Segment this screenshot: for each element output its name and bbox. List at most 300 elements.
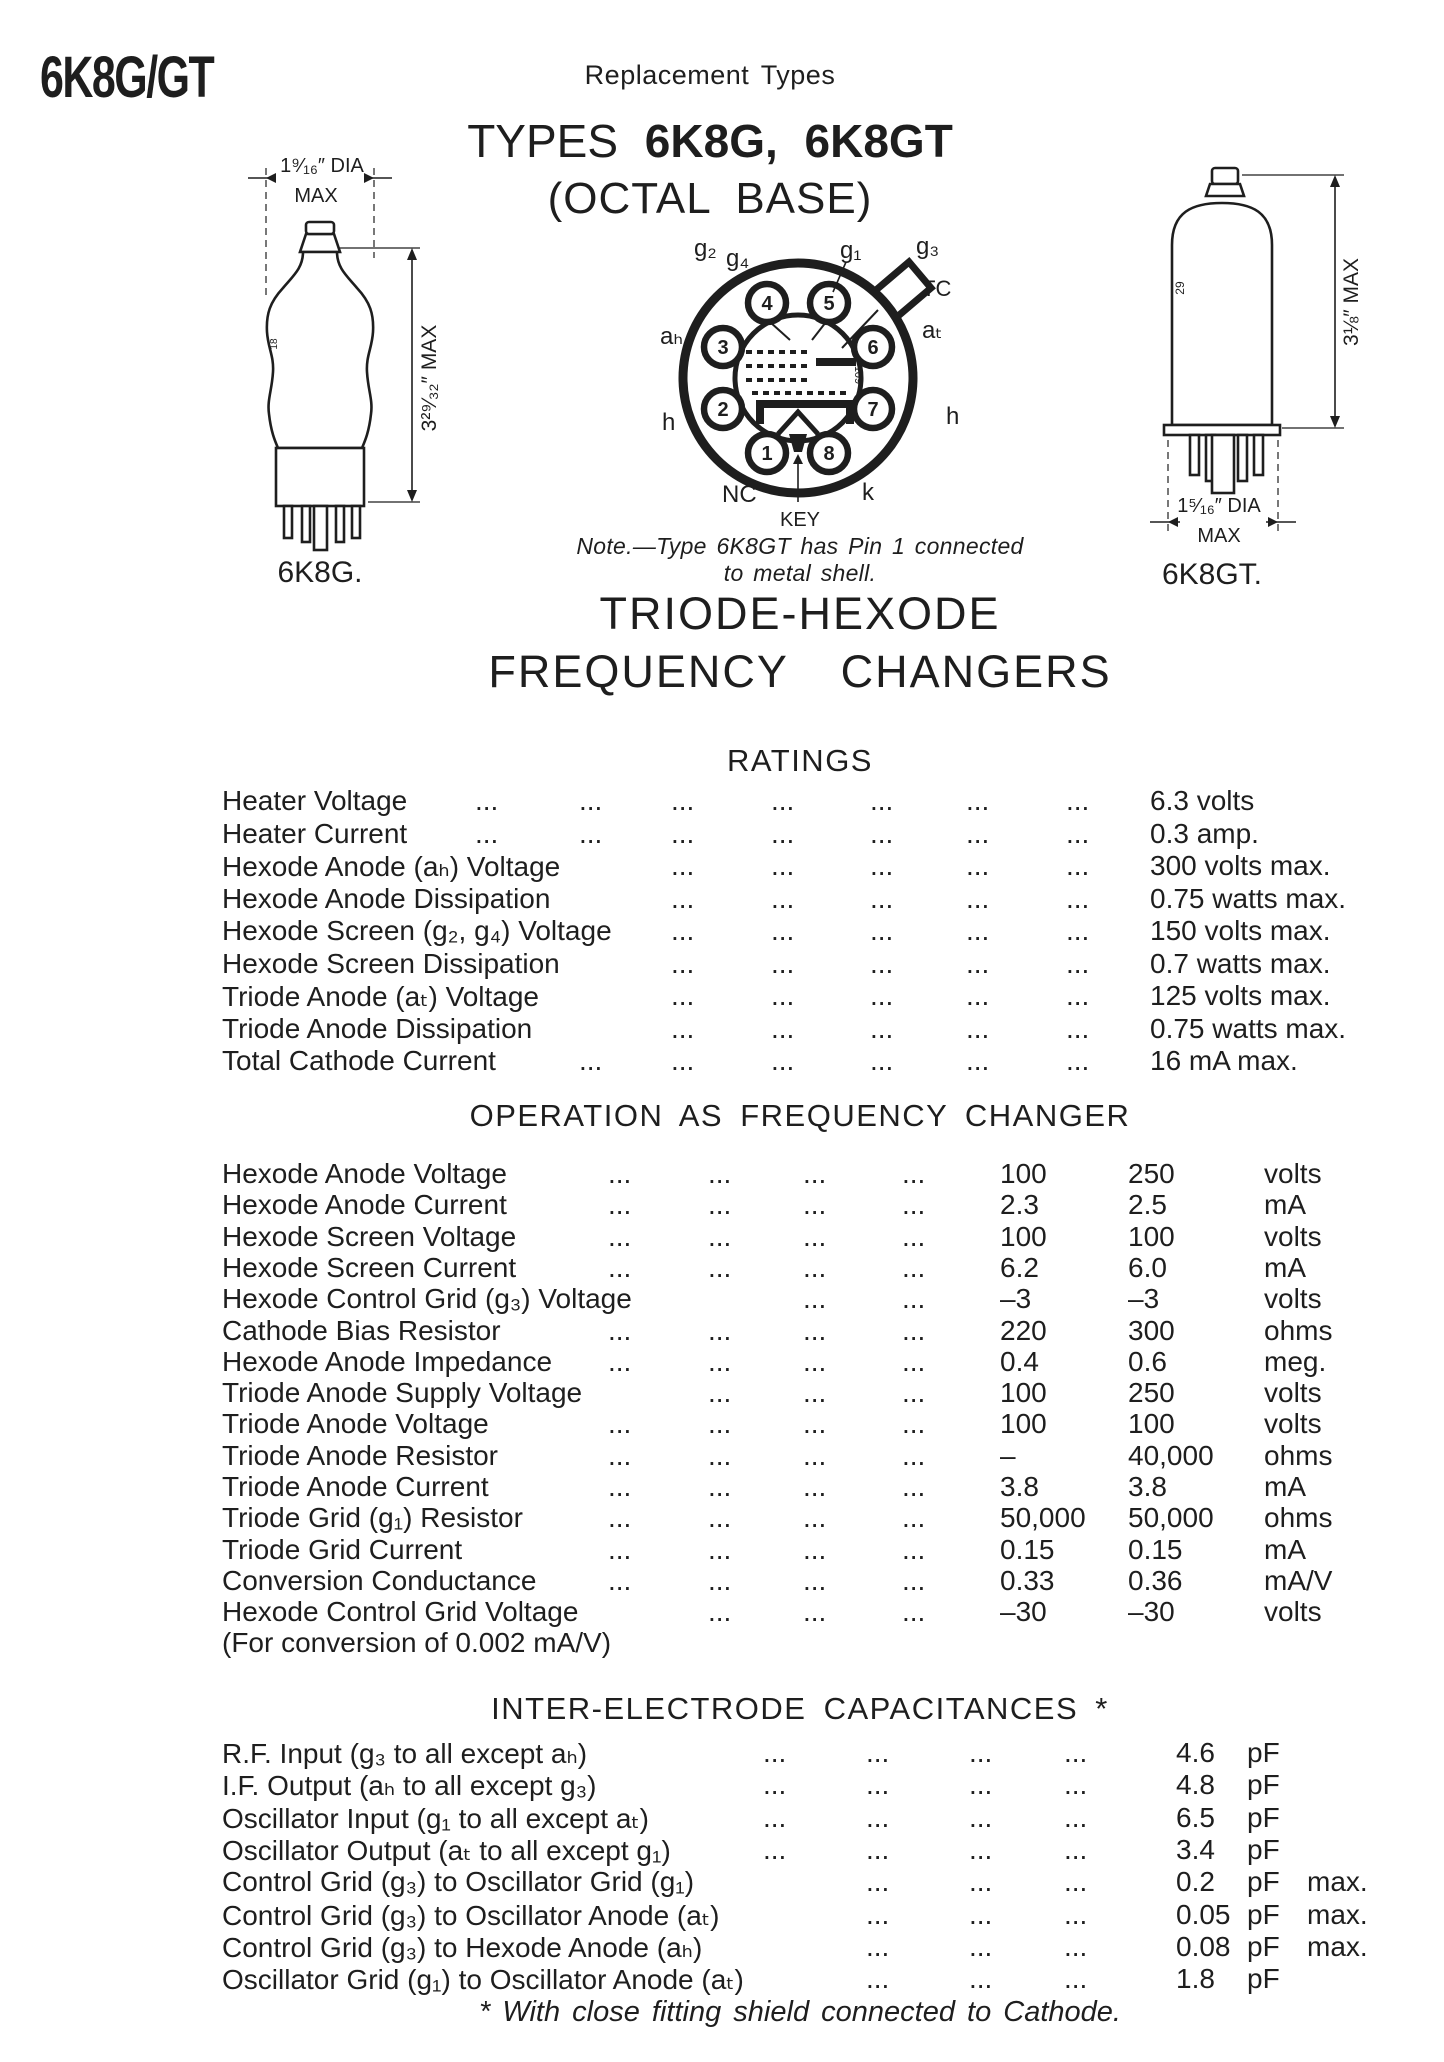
row-unit: pF xyxy=(1247,1930,1280,1962)
leader-dots: ... xyxy=(671,785,695,816)
row-value: 6.3 volts xyxy=(1150,785,1255,816)
row-label: Triode Anode Dissipation xyxy=(222,1012,533,1044)
row-v1: 2.3 xyxy=(1000,1189,1039,1221)
leader-dots: ... xyxy=(1066,882,1090,914)
leader-dots: ... xyxy=(708,1408,732,1440)
leader-dots: ... xyxy=(1064,1833,1088,1865)
dimension-dia: 1⁹⁄₁₆″ DIA xyxy=(280,155,364,177)
svg-text:7: 7 xyxy=(867,399,879,421)
row-value: 3.4 xyxy=(1176,1833,1215,1865)
leader-dots: ... xyxy=(902,1502,926,1534)
leader-dots: ... xyxy=(1066,785,1090,816)
row-value: 0.3 amp. xyxy=(1150,817,1259,849)
row-unit: pF xyxy=(1247,1963,1280,1995)
table-row xyxy=(0,980,1444,1013)
leader-dots: ... xyxy=(969,1866,993,1898)
table-row xyxy=(0,1440,1444,1473)
leader-dots: ... xyxy=(1064,1963,1088,1995)
row-label: Oscillator Output (aₜ to all except g₁) xyxy=(222,1834,671,1866)
leader-dots: ... xyxy=(866,1898,890,1930)
leader-dots: ... xyxy=(608,1189,632,1221)
dimension-height: 3²⁹⁄₃₂″ MAX xyxy=(418,324,441,432)
leader-dots: ... xyxy=(708,1251,732,1283)
svg-text:aₜ: aₜ xyxy=(922,317,943,344)
svg-text:8: 8 xyxy=(823,443,835,465)
tube-drawing-6k8g xyxy=(230,140,480,600)
row-v2: 100 xyxy=(1128,1220,1175,1252)
svg-text:5: 5 xyxy=(823,293,835,315)
row-v1: 0.15 xyxy=(1000,1533,1055,1565)
tube-label: 6K8GT. xyxy=(1161,558,1263,591)
glass-marking: 18 xyxy=(269,338,280,350)
svg-text:NC: NC xyxy=(722,481,757,508)
leader-dots: ... xyxy=(1064,1769,1088,1801)
row-value: 4.6 xyxy=(1176,1737,1215,1768)
leader-dots: ... xyxy=(608,1564,632,1596)
row-v2: 2.5 xyxy=(1128,1189,1167,1221)
row-value: 125 volts max. xyxy=(1150,980,1331,1011)
leader-dots: ... xyxy=(902,1471,926,1502)
row-unit: volts xyxy=(1264,1596,1322,1628)
leader-dots: ... xyxy=(771,817,795,849)
row-v2: 250 xyxy=(1128,1377,1175,1409)
row-label: Oscillator Input (g₁ to all except aₜ) xyxy=(222,1802,649,1834)
leader-dots: ... xyxy=(671,947,695,979)
leader-dots: ... xyxy=(671,1012,695,1044)
table-row xyxy=(0,1315,1444,1348)
table-row xyxy=(0,1377,1444,1410)
row-unit: volts xyxy=(1264,1220,1322,1252)
leader-dots: ... xyxy=(1064,1801,1088,1833)
row-label: Heater Voltage xyxy=(222,785,408,816)
row-label: Triode Anode Supply Voltage xyxy=(222,1377,583,1409)
table-row xyxy=(0,1346,1444,1379)
table-row xyxy=(0,1899,1444,1932)
row-unit: ohms xyxy=(1264,1439,1333,1471)
row-value: 4.8 xyxy=(1176,1769,1215,1801)
leader-dots: ... xyxy=(608,1439,632,1471)
leader-dots: ... xyxy=(671,817,695,849)
leader-dots: ... xyxy=(803,1189,827,1221)
row-v1: 0.4 xyxy=(1000,1345,1039,1377)
octal-base-diagram xyxy=(610,222,1010,547)
leader-dots: ... xyxy=(966,785,990,816)
row-value: 0.75 watts max. xyxy=(1150,882,1347,914)
leader-dots: ... xyxy=(966,882,990,914)
table-row xyxy=(0,1471,1444,1504)
table-row xyxy=(0,1866,1444,1899)
table-row xyxy=(0,1408,1444,1441)
leader-dots: ... xyxy=(870,817,894,849)
leader-dots: ... xyxy=(902,1220,926,1252)
svg-text:g₃: g₃ xyxy=(916,233,940,260)
leader-dots: ... xyxy=(579,1045,603,1076)
row-unit: volts xyxy=(1264,1283,1322,1315)
row-v1: 100 xyxy=(1000,1408,1047,1440)
table-row xyxy=(0,1834,1444,1867)
row-value: 150 volts max. xyxy=(1150,915,1331,946)
leader-dots: ... xyxy=(608,1314,632,1346)
leader-dots: ... xyxy=(771,785,795,816)
svg-text:TC: TC xyxy=(922,276,952,301)
leader-dots: ... xyxy=(803,1283,827,1315)
leader-dots: ... xyxy=(969,1930,993,1962)
leader-dots: ... xyxy=(866,1866,890,1898)
row-v1: 100 xyxy=(1000,1158,1047,1189)
row-suffix: max. xyxy=(1307,1930,1368,1962)
table-row xyxy=(0,1769,1444,1802)
row-v2: 0.6 xyxy=(1128,1345,1167,1377)
leader-dots: ... xyxy=(803,1220,827,1252)
leader-dots: ... xyxy=(1066,850,1090,881)
leader-dots: ... xyxy=(902,1533,926,1565)
table-row xyxy=(0,883,1444,916)
row-unit: pF xyxy=(1247,1833,1280,1865)
svg-text:3: 3 xyxy=(717,337,729,359)
leader-dots: ... xyxy=(969,1737,993,1768)
table-row xyxy=(0,1565,1444,1598)
row-v1: 220 xyxy=(1000,1314,1047,1346)
leader-dots: ... xyxy=(803,1471,827,1502)
leader-dots: ... xyxy=(771,915,795,946)
row-unit: ohms xyxy=(1264,1502,1333,1534)
tube-label: 6K8G. xyxy=(277,556,363,589)
main-title-line-1: TRIODE-HEXODE xyxy=(599,588,1001,639)
replacement-types-label: Replacement Types xyxy=(584,60,836,90)
leader-dots: ... xyxy=(771,1045,795,1076)
row-label: Control Grid (g₃) to Oscillator Anode (aₜ) xyxy=(222,1899,720,1931)
row-unit: mA xyxy=(1264,1471,1306,1502)
leader-dots: ... xyxy=(866,1737,890,1768)
table-row xyxy=(0,1252,1444,1285)
table-row xyxy=(0,1221,1444,1254)
row-v2: 300 xyxy=(1128,1314,1175,1346)
row-label: Hexode Control Grid (g₃) Voltage xyxy=(222,1283,632,1315)
row-unit: meg. xyxy=(1264,1345,1327,1377)
row-v1: 100 xyxy=(1000,1220,1047,1252)
leader-dots: ... xyxy=(608,1502,632,1534)
row-label: Total Cathode Current xyxy=(222,1045,496,1076)
leader-dots: ... xyxy=(902,1377,926,1409)
leader-dots: ... xyxy=(608,1408,632,1440)
leader-dots: ... xyxy=(969,1769,993,1801)
leader-dots: ... xyxy=(579,817,603,849)
brand-logo: 6K8G/GT xyxy=(40,45,214,110)
row-unit: pF xyxy=(1247,1769,1280,1801)
row-v1: 6.2 xyxy=(1000,1251,1039,1283)
leader-dots: ... xyxy=(902,1408,926,1440)
row-unit: mA xyxy=(1264,1533,1306,1565)
row-label: Hexode Screen Dissipation xyxy=(222,947,560,979)
row-label: Triode Anode Current xyxy=(222,1471,489,1502)
leader-dots: ... xyxy=(966,915,990,946)
table-row xyxy=(0,1802,1444,1835)
row-label: Conversion Conductance xyxy=(222,1564,537,1596)
leader-dots: ... xyxy=(803,1345,827,1377)
leader-dots: ... xyxy=(763,1737,787,1768)
table-row xyxy=(0,948,1444,981)
leader-dots: ... xyxy=(771,882,795,914)
row-v2: 100 xyxy=(1128,1408,1175,1440)
tube-drawing-6k8gt xyxy=(1100,135,1400,595)
leader-dots: ... xyxy=(1066,980,1090,1011)
row-unit: mA xyxy=(1264,1189,1306,1221)
leader-dots: ... xyxy=(803,1439,827,1471)
leader-dots: ... xyxy=(866,1801,890,1833)
row-label: Control Grid (g₃) to Hexode Anode (aₕ) xyxy=(222,1931,703,1963)
row-value: 300 volts max. xyxy=(1150,850,1331,881)
leader-dots: ... xyxy=(608,1471,632,1502)
leader-dots: ... xyxy=(803,1377,827,1409)
leader-dots: ... xyxy=(708,1189,732,1221)
row-v1: 100 xyxy=(1000,1377,1047,1409)
leader-dots: ... xyxy=(803,1533,827,1565)
row-value: 16 mA max. xyxy=(1150,1045,1298,1076)
leader-dots: ... xyxy=(902,1564,926,1596)
row-value: 0.75 watts max. xyxy=(1150,1012,1347,1044)
table-row xyxy=(0,1189,1444,1222)
row-value: 1.8 xyxy=(1176,1963,1215,1995)
leader-dots: ... xyxy=(969,1898,993,1930)
leader-dots: ... xyxy=(1064,1866,1088,1898)
row-label: Triode Anode Voltage xyxy=(222,1408,489,1440)
leader-dots: ... xyxy=(771,980,795,1011)
svg-text:1: 1 xyxy=(761,443,773,465)
row-v1: 50,000 xyxy=(1000,1502,1086,1534)
row-label: I.F. Output (aₕ to all except g₃) xyxy=(222,1770,597,1802)
leader-dots: ... xyxy=(608,1220,632,1252)
octal-base-label: (OCTAL BASE) xyxy=(547,174,873,223)
leader-dots: ... xyxy=(771,1012,795,1044)
table-row xyxy=(0,1534,1444,1567)
leader-dots: ... xyxy=(866,1963,890,1995)
row-label: Heater Current xyxy=(222,817,408,849)
leader-dots: ... xyxy=(902,1596,926,1628)
leader-dots: ... xyxy=(803,1408,827,1440)
row-label: Cathode Bias Resistor xyxy=(222,1314,501,1346)
leader-dots: ... xyxy=(1066,1012,1090,1044)
row-unit: ohms xyxy=(1264,1314,1333,1346)
svg-text:aₕ: aₕ xyxy=(660,323,684,350)
leader-dots: ... xyxy=(870,915,894,946)
main-title-line-2: FREQUENCY CHANGERS xyxy=(488,646,1112,697)
types-prefix: TYPES xyxy=(467,115,619,167)
note-line-2: to metal shell. xyxy=(723,560,877,586)
row-label: Hexode Anode Impedance xyxy=(222,1345,553,1377)
leader-dots: ... xyxy=(708,1158,732,1189)
leader-dots: ... xyxy=(1066,947,1090,979)
table-row xyxy=(0,1931,1444,1964)
leader-dots: ... xyxy=(966,947,990,979)
row-unit: pF xyxy=(1247,1737,1280,1768)
table-row xyxy=(0,818,1444,851)
row-v2: 50,000 xyxy=(1128,1502,1214,1534)
leader-dots: ... xyxy=(671,882,695,914)
row-v2: 3.8 xyxy=(1128,1471,1167,1502)
table-row xyxy=(0,1013,1444,1046)
row-label: Control Grid (g₃) to Oscillator Grid (g₁) xyxy=(222,1866,695,1898)
row-v2: –3 xyxy=(1128,1283,1160,1315)
leader-dots: ... xyxy=(902,1439,926,1471)
table-row xyxy=(0,915,1444,948)
leader-dots: ... xyxy=(803,1314,827,1346)
row-v2: 40,000 xyxy=(1128,1439,1214,1471)
row-value: 0.7 watts max. xyxy=(1150,947,1331,979)
row-label: Triode Grid (g₁) Resistor xyxy=(222,1502,523,1534)
row-v1: 3.8 xyxy=(1000,1471,1039,1502)
leader-dots: ... xyxy=(803,1564,827,1596)
row-value: 0.08 xyxy=(1176,1930,1231,1962)
row-unit: pF xyxy=(1247,1801,1280,1833)
svg-text:g₄: g₄ xyxy=(726,245,750,272)
leader-dots: ... xyxy=(803,1502,827,1534)
leader-dots: ... xyxy=(969,1833,993,1865)
leader-dots: ... xyxy=(966,1045,990,1076)
page-title xyxy=(467,114,953,168)
leader-dots: ... xyxy=(870,785,894,816)
leader-dots: ... xyxy=(803,1251,827,1283)
leader-dots: ... xyxy=(870,980,894,1011)
row-label: R.F. Input (g₃ to all except aₕ) xyxy=(222,1738,588,1769)
note-line-1: Note.—Type 6K8GT has Pin 1 connected xyxy=(576,533,1024,559)
leader-dots: ... xyxy=(1066,817,1090,849)
table-row xyxy=(0,1963,1444,1996)
row-label: Hexode Screen Current xyxy=(222,1251,517,1283)
leader-dots: ... xyxy=(608,1158,632,1189)
leader-dots: ... xyxy=(902,1314,926,1346)
leader-dots: ... xyxy=(771,947,795,979)
svg-text:4: 4 xyxy=(761,293,773,315)
dimension-max: MAX xyxy=(294,185,338,207)
row-label: Hexode Anode (aₕ) Voltage xyxy=(222,851,561,882)
leader-dots: ... xyxy=(902,1345,926,1377)
row-value: 6.5 xyxy=(1176,1801,1215,1833)
row-v2: 250 xyxy=(1128,1158,1175,1189)
leader-dots: ... xyxy=(608,1251,632,1283)
row-unit: volts xyxy=(1264,1377,1322,1409)
table-row xyxy=(0,785,1444,818)
leader-dots: ... xyxy=(966,817,990,849)
row-value: 0.2 xyxy=(1176,1866,1215,1898)
svg-text:k: k xyxy=(862,479,874,506)
row-v1: – xyxy=(1000,1439,1016,1471)
leader-dots: ... xyxy=(803,1596,827,1628)
leader-dots: ... xyxy=(708,1439,732,1471)
table-row xyxy=(0,1596,1444,1629)
leader-dots: ... xyxy=(671,850,695,881)
leader-dots: ... xyxy=(763,1833,787,1865)
svg-text:h: h xyxy=(946,403,960,430)
leader-dots: ... xyxy=(866,1769,890,1801)
leader-dots: ... xyxy=(902,1189,926,1221)
row-label: Triode Anode (aₜ) Voltage xyxy=(222,981,539,1012)
ratings-heading: RATINGS xyxy=(727,743,873,778)
capacitances-heading: INTER-ELECTRODE CAPACITANCES * xyxy=(491,1691,1109,1726)
row-label: Hexode Control Grid Voltage xyxy=(222,1596,579,1628)
row-unit: pF xyxy=(1247,1898,1280,1930)
row-v1: 0.33 xyxy=(1000,1564,1055,1596)
leader-dots: ... xyxy=(708,1345,732,1377)
leader-dots: ... xyxy=(969,1963,993,1995)
leader-dots: ... xyxy=(866,1833,890,1865)
leader-dots: ... xyxy=(902,1251,926,1283)
table-row xyxy=(0,1283,1444,1316)
leader-dots: ... xyxy=(708,1533,732,1565)
leader-dots: ... xyxy=(966,980,990,1011)
table-row xyxy=(0,1158,1444,1191)
glass-marking: 29 xyxy=(1173,281,1187,295)
leader-dots: ... xyxy=(969,1801,993,1833)
leader-dots: ... xyxy=(902,1283,926,1315)
row-v2: 0.36 xyxy=(1128,1564,1183,1596)
leader-dots: ... xyxy=(708,1471,732,1502)
row-unit: mA/V xyxy=(1264,1564,1333,1596)
svg-text:2: 2 xyxy=(717,399,729,421)
row-label: Hexode Anode Current xyxy=(222,1189,507,1221)
leader-dots: ... xyxy=(671,980,695,1011)
row-label: Oscillator Grid (g₁) to Oscillator Anode (aₜ) xyxy=(222,1964,744,1996)
operation-heading: OPERATION AS FREQUENCY CHANGER xyxy=(469,1098,1131,1133)
svg-text:KEY: KEY xyxy=(780,509,821,531)
operation-note-line: (For conversion of 0.002 mA/V) xyxy=(222,1627,612,1658)
row-label: Hexode Screen Voltage xyxy=(222,1220,517,1252)
row-suffix: max. xyxy=(1307,1898,1368,1930)
dimension-height: 3⅛″ MAX xyxy=(1340,258,1363,346)
leader-dots: ... xyxy=(763,1769,787,1801)
row-v2: 6.0 xyxy=(1128,1251,1167,1283)
leader-dots: ... xyxy=(475,785,499,816)
row-v2: –30 xyxy=(1128,1596,1175,1628)
leader-dots: ... xyxy=(608,1345,632,1377)
leader-dots: ... xyxy=(708,1314,732,1346)
leader-dots: ... xyxy=(870,1045,894,1076)
row-value: 0.05 xyxy=(1176,1898,1231,1930)
row-label: Hexode Screen (g₂, g₄) Voltage xyxy=(222,915,612,946)
leader-dots: ... xyxy=(708,1596,732,1628)
leader-dots: ... xyxy=(608,1533,632,1565)
row-unit: pF xyxy=(1247,1866,1280,1898)
dimension-dia: 1⁵⁄₁₆″ DIA xyxy=(1177,495,1261,517)
leader-dots: ... xyxy=(966,850,990,881)
svg-text:h: h xyxy=(662,409,676,436)
leader-dots: ... xyxy=(1064,1930,1088,1962)
types-models: 6K8G, 6K8GT xyxy=(644,115,953,167)
row-label: Hexode Anode Dissipation xyxy=(222,882,551,914)
row-label: Triode Anode Resistor xyxy=(222,1439,498,1471)
dimension-max: MAX xyxy=(1197,525,1241,547)
leader-dots: ... xyxy=(475,817,499,849)
table-row xyxy=(0,1737,1444,1770)
leader-dots: ... xyxy=(803,1158,827,1189)
row-v2: 0.15 xyxy=(1128,1533,1183,1565)
row-label: Triode Grid Current xyxy=(222,1533,463,1565)
svg-text:6: 6 xyxy=(867,337,879,359)
leader-dots: ... xyxy=(671,915,695,946)
table-row xyxy=(0,1502,1444,1535)
leader-dots: ... xyxy=(708,1502,732,1534)
leader-dots: ... xyxy=(708,1564,732,1596)
leader-dots: ... xyxy=(870,947,894,979)
leader-dots: ... xyxy=(966,1012,990,1044)
leader-dots: ... xyxy=(902,1158,926,1189)
leader-dots: ... xyxy=(1066,1045,1090,1076)
leader-dots: ... xyxy=(1064,1737,1088,1768)
leader-dots: ... xyxy=(763,1801,787,1833)
leader-dots: ... xyxy=(708,1220,732,1252)
leader-dots: ... xyxy=(870,850,894,881)
leader-dots: ... xyxy=(771,850,795,881)
row-unit: mA xyxy=(1264,1251,1306,1283)
